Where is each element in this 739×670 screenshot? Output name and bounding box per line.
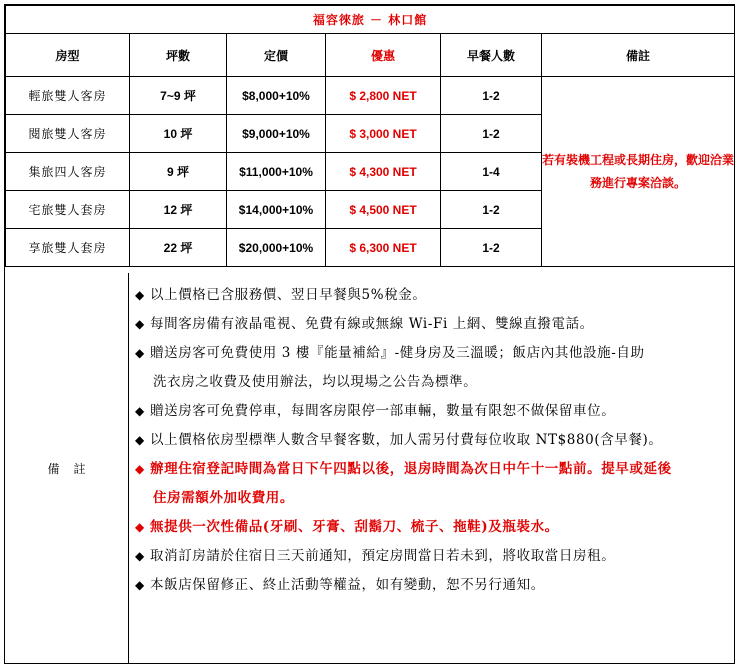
diamond-bullet-icon: ◆ [135,578,145,592]
offer-price: $ 3,000 NET [326,115,441,153]
note-text: 以上價格依房型標準人數含早餐客數，加人需另付費每位收取 NT$880(含早餐)。 [150,432,663,448]
diamond-bullet-icon: ◆ [135,520,145,534]
note-text: 無提供一次性備品(牙刷、牙膏、刮鬍刀、梳子、拖鞋)及瓶裝水。 [150,519,559,535]
note-item [135,310,732,339]
diamond-bullet-icon: ◆ [135,317,145,331]
note-item [135,571,732,600]
note-text: 以上價格已含服務價、翌日早餐與5%稅金。 [150,287,427,303]
header-remark: 備註 [542,34,735,77]
note-text: 贈送房客可免費使用 3 樓『能量補給』-健身房及三溫暖；飯店內其他設施-自助 [150,345,645,361]
room-size: 9 坪 [130,153,227,191]
breakfast-count: 1-2 [441,191,542,229]
list-price: $9,000+10% [227,115,326,153]
note-item [135,397,732,426]
sheet-title: 福容徠旅 － 林口館 [6,6,735,34]
room-size: 12 坪 [130,191,227,229]
note-text: 每間客房備有液晶電視、免費有線或無線 Wi-Fi 上網、雙線直撥電話。 [150,316,594,332]
header-list-price: 定價 [227,34,326,77]
breakfast-count: 1-4 [441,153,542,191]
table-row [6,77,735,115]
room-name: 享旅雙人套房 [6,229,130,267]
notes-label: 備註 [5,273,129,663]
note-item [135,281,732,310]
header-size: 坪數 [130,34,227,77]
diamond-bullet-icon: ◆ [135,433,145,447]
room-size: 10 坪 [130,115,227,153]
diamond-bullet-icon: ◆ [135,404,145,418]
note-text: 本飯店保留修正、終止活動等權益，如有變動，恕不另行通知。 [150,577,545,593]
list-price: $14,000+10% [227,191,326,229]
offer-price: $ 4,300 NET [326,153,441,191]
note-item [135,426,732,455]
list-price: $20,000+10% [227,229,326,267]
note-item-highlight [135,513,732,542]
room-name: 集旅四人客房 [6,153,130,191]
note-item-highlight [135,455,732,513]
room-size: 22 坪 [130,229,227,267]
room-name: 輕旅雙人客房 [6,77,130,115]
room-name: 閱旅雙人客房 [6,115,130,153]
header-offer: 優惠 [326,34,441,77]
note-text: 辦理住宿登記時間為當日下午四點以後，退房時間為次日中午十一點前。提早或延後 [150,461,672,477]
offer-price: $ 2,800 NET [326,77,441,115]
list-price: $8,000+10% [227,77,326,115]
note-text: 取消訂房請於住宿日三天前通知，預定房間當日若未到，將收取當日房租。 [150,548,616,564]
note-text-continued: 住房需額外加收費用。 [153,490,294,506]
breakfast-count: 1-2 [441,229,542,267]
room-name: 宅旅雙人套房 [6,191,130,229]
diamond-bullet-icon: ◆ [135,346,145,360]
offer-price: $ 6,300 NET [326,229,441,267]
breakfast-count: 1-2 [441,77,542,115]
note-text-continued: 洗衣房之收費及使用辦法，均以現場之公告為標準。 [153,374,478,390]
diamond-bullet-icon: ◆ [135,462,145,476]
header-room: 房型 [6,34,130,77]
note-item [135,339,732,397]
offer-price: $ 4,500 NET [326,191,441,229]
notes-list [135,281,732,600]
room-remark: 若有裝機工程或長期住房，歡迎洽業務進行專案洽談。 [542,77,735,267]
rate-table [5,5,735,267]
title-row [6,6,735,34]
note-item [135,542,732,571]
diamond-bullet-icon: ◆ [135,288,145,302]
rate-sheet [4,4,735,664]
list-price: $11,000+10% [227,153,326,191]
diamond-bullet-icon: ◆ [135,549,145,563]
breakfast-count: 1-2 [441,115,542,153]
room-size: 7~9 坪 [130,77,227,115]
note-text: 贈送房客可免費停車，每間客房限停一部車輛，數量有限恕不做保留車位。 [150,403,616,419]
header-breakfast: 早餐人數 [441,34,542,77]
notes-section [5,273,734,663]
header-row [6,34,735,77]
